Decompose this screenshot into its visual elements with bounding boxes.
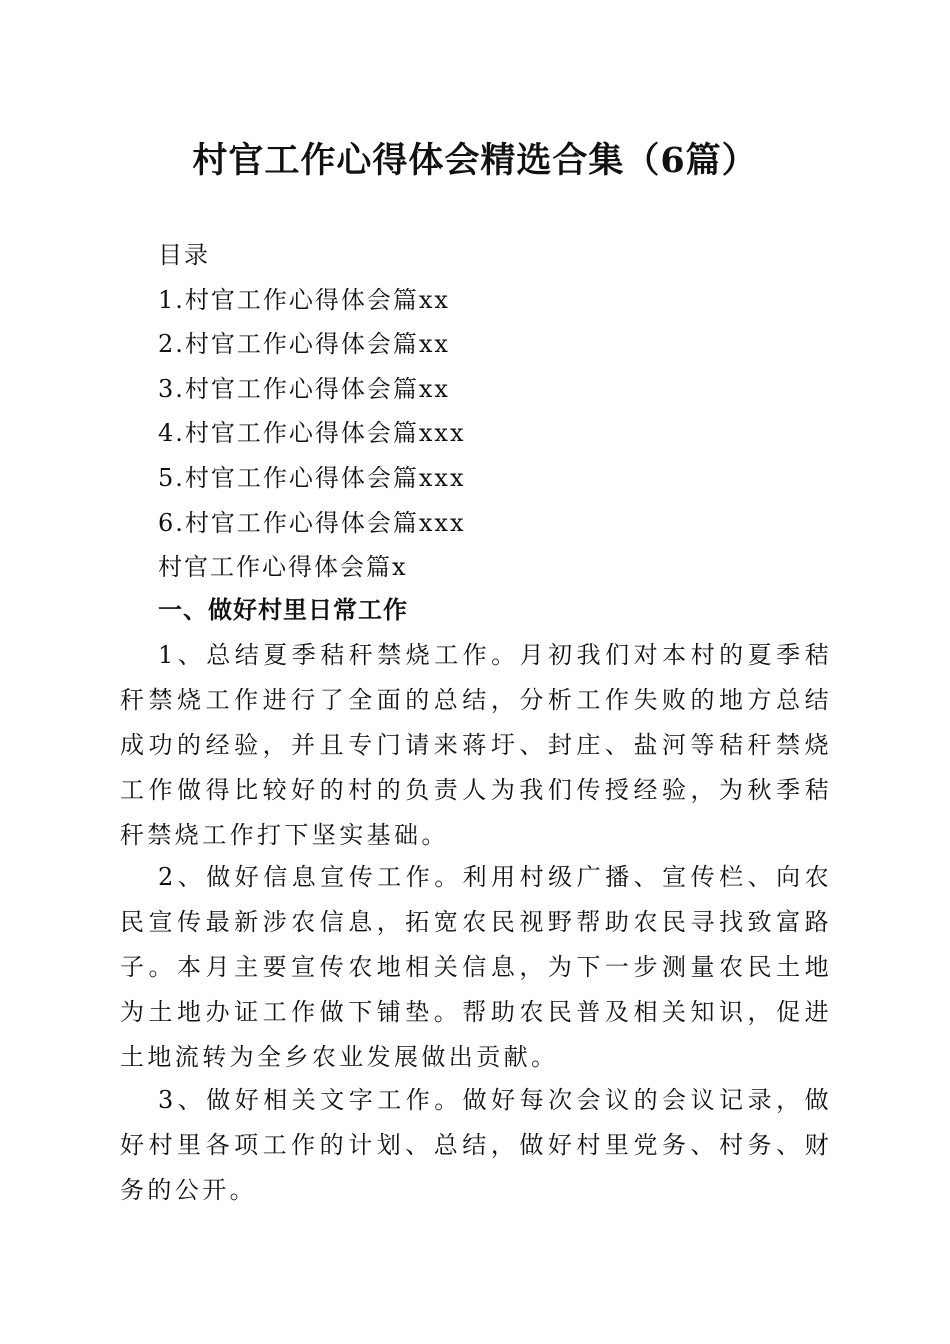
body-paragraph-2: 2、做好信息宣传工作。利用村级广播、宣传栏、向农民宣传最新涉农信息，拓宽农民视野帮助农民寻找致富路子。本月主要宣传农地相关信息，为下一步测量农民土地为土地办证工作做下铺垫。帮助农民普及相关知识，促进土地流转为全乡农业发展做出贡献。 — [120, 863, 832, 1071]
body-paragraph-1: 1、总结夏季秸秆禁烧工作。月初我们对本村的夏季秸秆禁烧工作进行了全面的总结，分析工作失败的地方总结成功的经验，并且专门请来蒋圩、封庄、盐河等秸秆禁烧工作做得比较好的村的负责人为我们传授经验，为秋季秸秆禁烧工作打下坚实基础。 — [120, 641, 832, 849]
toc-item-5[interactable]: 5.村官工作心得体会篇xxx — [158, 463, 466, 492]
toc-item-2[interactable]: 2.村官工作心得体会篇xx — [158, 330, 450, 359]
document-title: 村官工作心得体会精选合集（6篇） — [192, 140, 758, 181]
article-title: 村官工作心得体会篇x — [158, 553, 408, 582]
toc-item-4[interactable]: 4.村官工作心得体会篇xxx — [158, 419, 466, 448]
toc-item-6[interactable]: 6.村官工作心得体会篇xxx — [158, 508, 466, 537]
toc-heading: 目录 — [158, 241, 210, 269]
toc-item-1[interactable]: 1.村官工作心得体会篇xx — [158, 285, 450, 314]
body-paragraph-3: 3、做好相关文字工作。做好每次会议的会议记录，做好村里各项工作的计划、总结，做好村里党务、村务、财务的公开。 — [120, 1086, 832, 1204]
table-of-contents — [158, 233, 858, 590]
section-heading: 一、做好村里日常工作 — [158, 596, 408, 624]
toc-item-3[interactable]: 3.村官工作心得体会篇xx — [158, 374, 450, 403]
